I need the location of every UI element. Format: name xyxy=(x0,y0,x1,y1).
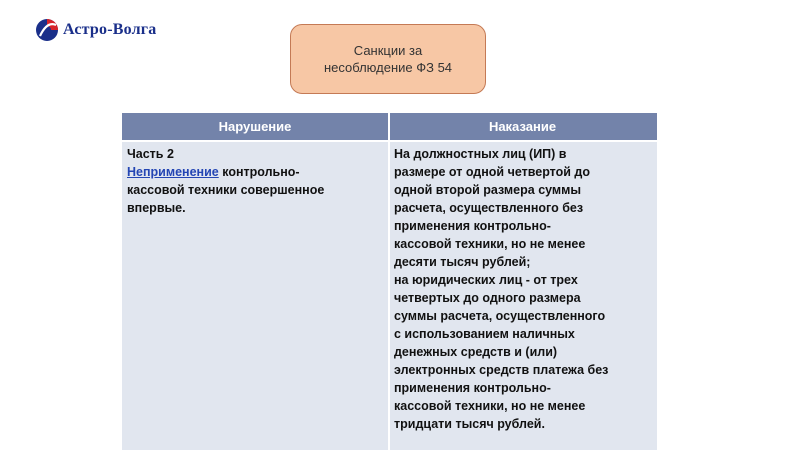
header-penalty: Наказание xyxy=(488,119,557,134)
penalty-line: кассовой техники, но не менее xyxy=(394,237,586,251)
penalty-line: одной второй размера суммы xyxy=(394,183,582,197)
brand-logo xyxy=(34,15,156,45)
penalty-line: на юридических лиц - от трех xyxy=(394,273,578,287)
penalty-line: применения контрольно- xyxy=(394,219,551,233)
penalty-line: тридцати тысяч рублей. xyxy=(394,417,545,431)
penalty-line: На должностных лиц (ИП) в xyxy=(394,147,567,161)
penalty-line: денежных средств и (или) xyxy=(394,345,558,359)
title-box xyxy=(290,24,486,94)
header-divider xyxy=(122,140,657,142)
column-divider xyxy=(388,113,390,450)
title-line-2: несоблюдение ФЗ 54 xyxy=(323,60,453,75)
violation-cell xyxy=(127,145,382,217)
violation-link[interactable]: Неприменение xyxy=(127,165,219,179)
penalty-line: кассовой техники, но не менее xyxy=(394,399,586,413)
sanctions-table xyxy=(122,113,657,450)
title-line-1: Санкции за xyxy=(353,43,423,58)
brand-name: Астро-Волга xyxy=(63,21,157,38)
brand-emblem-icon xyxy=(34,17,60,43)
violation-line-1-rest: контрольно- xyxy=(218,165,300,179)
violation-line-1 xyxy=(127,163,382,181)
violation-line-2: кассовой техники совершенное xyxy=(127,183,325,197)
violation-part: Часть 2 xyxy=(127,147,174,161)
penalty-line: электронных средств платежа без xyxy=(394,363,609,377)
penalty-line: суммы расчета, осуществленного xyxy=(394,309,606,323)
penalty-line: четвертых до одного размера xyxy=(394,291,581,305)
penalty-line: применения контрольно- xyxy=(394,381,551,395)
penalty-cell xyxy=(394,145,652,433)
penalty-line: с использованием наличных xyxy=(394,327,575,341)
penalty-line: расчета, осуществленного без xyxy=(394,201,584,215)
penalty-line: размере от одной четвертой до xyxy=(394,165,590,179)
violation-line-3: впервые. xyxy=(127,201,186,215)
header-violation: Нарушение xyxy=(218,119,292,134)
penalty-line: десяти тысяч рублей; xyxy=(394,255,531,269)
